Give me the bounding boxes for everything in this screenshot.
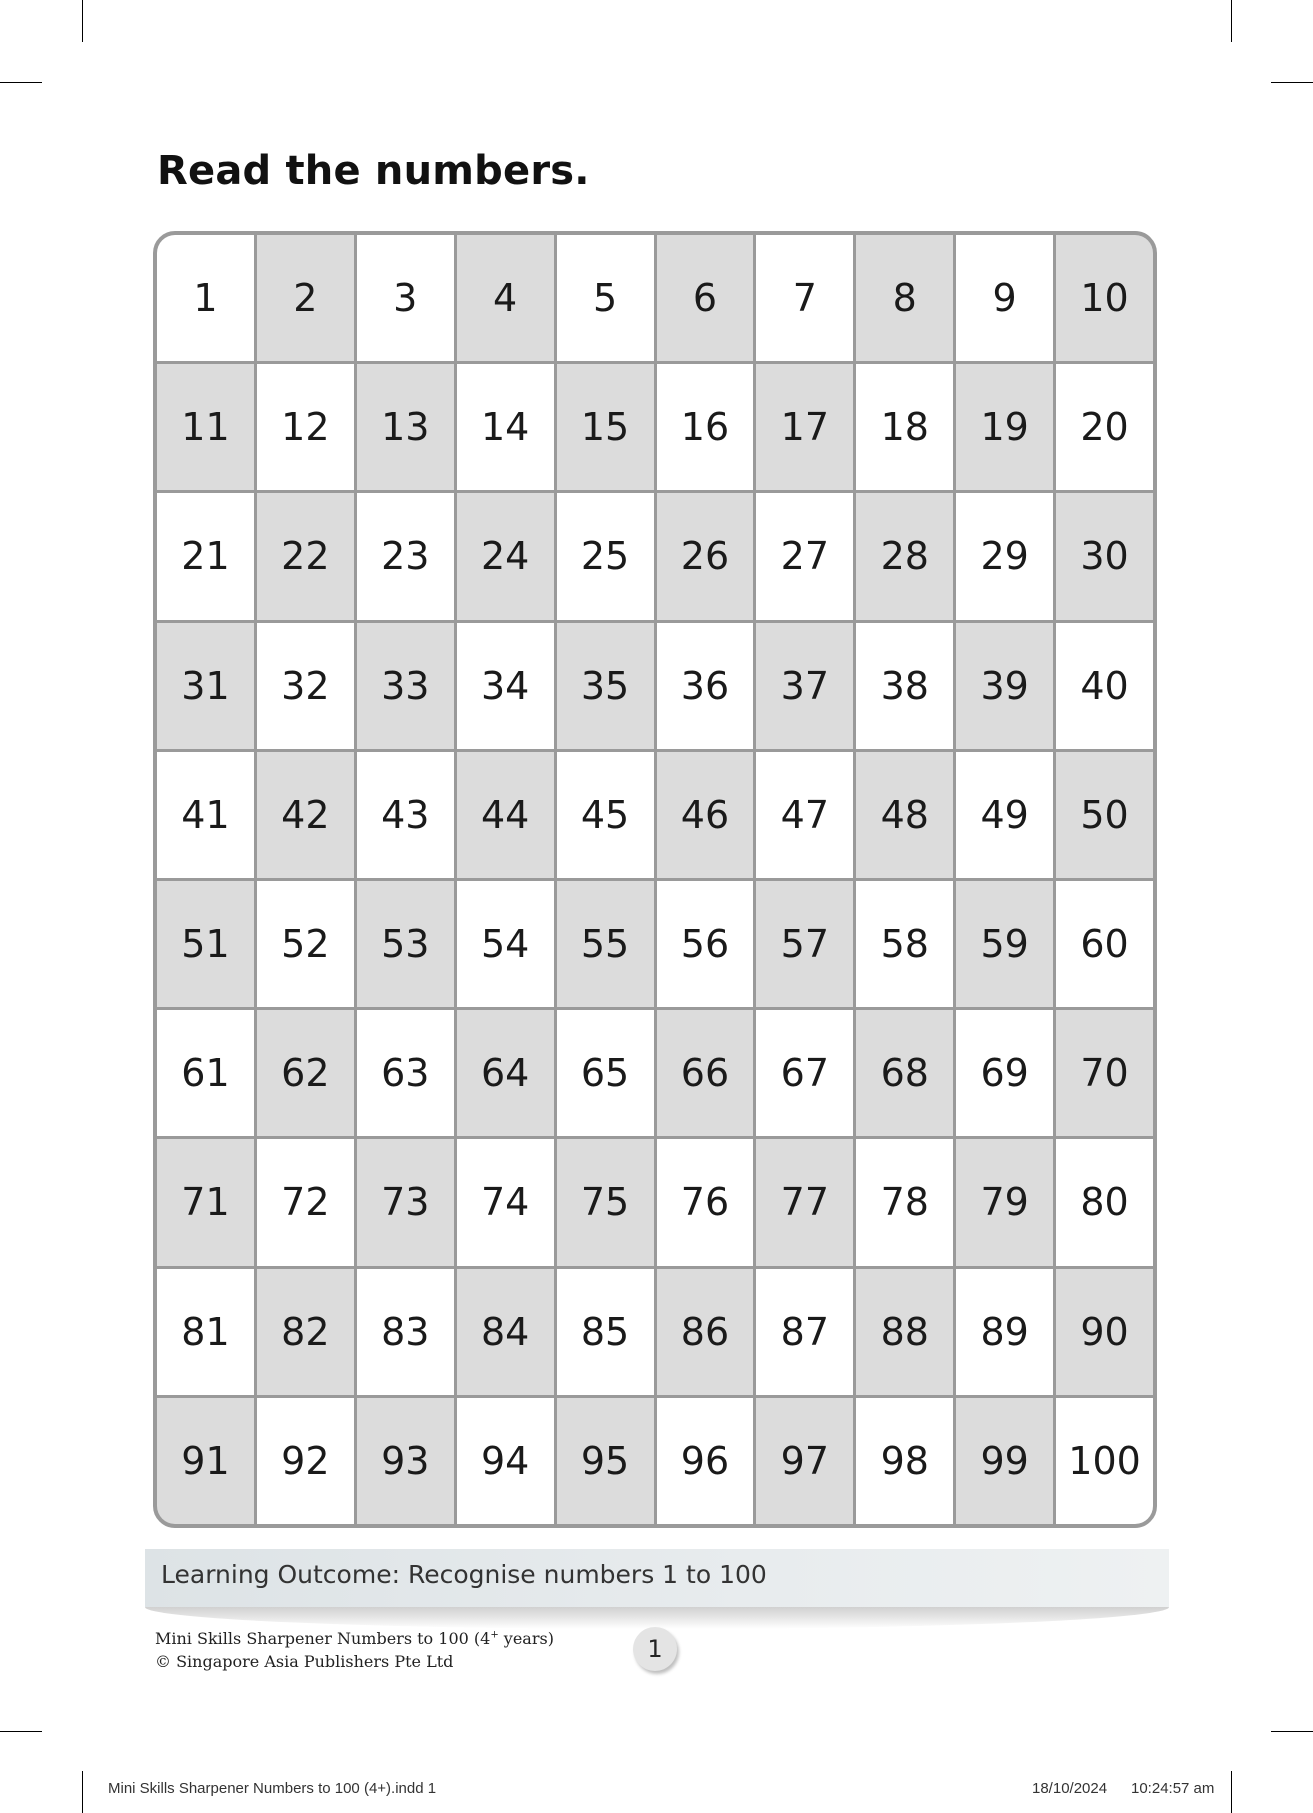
number-cell: 96 [657,1398,754,1524]
number-cell: 55 [557,881,654,1007]
copyright: © Singapore Asia Publishers Pte Ltd [155,1652,454,1671]
crop-mark [82,1771,83,1813]
number-cell: 41 [157,752,254,878]
number-cell: 7 [756,235,853,361]
crop-mark [0,82,42,83]
number-cell: 12 [257,364,354,490]
number-cell: 68 [856,1010,953,1136]
number-cell: 78 [856,1139,953,1265]
number-cell: 15 [557,364,654,490]
number-cell: 23 [357,493,454,619]
page-number: 1 [633,1627,677,1671]
crop-mark [82,0,83,42]
number-cell: 91 [157,1398,254,1524]
number-cell: 31 [157,623,254,749]
number-cell: 6 [657,235,754,361]
number-cell: 46 [657,752,754,878]
number-grid [157,235,1153,1524]
learning-outcome: Learning Outcome: Recognise numbers 1 to 100 [161,1560,767,1589]
number-cell: 70 [1056,1010,1153,1136]
number-cell: 90 [1056,1269,1153,1395]
number-cell: 17 [756,364,853,490]
number-cell: 95 [557,1398,654,1524]
number-cell: 18 [856,364,953,490]
number-cell: 85 [557,1269,654,1395]
number-cell: 64 [457,1010,554,1136]
number-cell: 73 [357,1139,454,1265]
number-cell: 75 [557,1139,654,1265]
number-cell: 52 [257,881,354,1007]
number-cell: 22 [257,493,354,619]
number-cell: 25 [557,493,654,619]
number-cell: 21 [157,493,254,619]
number-cell: 69 [956,1010,1053,1136]
number-cell: 10 [1056,235,1153,361]
number-cell: 92 [257,1398,354,1524]
number-cell: 44 [457,752,554,878]
crop-mark [1271,1731,1313,1732]
number-cell: 86 [657,1269,754,1395]
number-cell: 98 [856,1398,953,1524]
number-cell: 94 [457,1398,554,1524]
number-cell: 49 [956,752,1053,878]
number-cell: 60 [1056,881,1153,1007]
book-title-text: Mini Skills Sharpener Numbers to 100 (4 [155,1629,491,1648]
number-cell: 8 [856,235,953,361]
number-cell: 66 [657,1010,754,1136]
number-cell: 43 [357,752,454,878]
number-cell: 45 [557,752,654,878]
page-title: Read the numbers. [157,148,590,194]
number-cell: 51 [157,881,254,1007]
slug-file: Mini Skills Sharpener Numbers to 100 (4+).indd 1 [108,1780,437,1797]
number-cell: 40 [1056,623,1153,749]
number-cell: 97 [756,1398,853,1524]
number-cell: 24 [457,493,554,619]
number-cell: 19 [956,364,1053,490]
number-cell: 50 [1056,752,1153,878]
number-cell: 37 [756,623,853,749]
number-cell: 77 [756,1139,853,1265]
number-cell: 30 [1056,493,1153,619]
book-title-sup: + [490,1629,499,1641]
book-title-end: years) [498,1629,554,1648]
number-cell: 27 [756,493,853,619]
number-cell: 48 [856,752,953,878]
book-title [155,1629,554,1648]
number-cell: 53 [357,881,454,1007]
number-cell: 76 [657,1139,754,1265]
number-cell: 71 [157,1139,254,1265]
number-cell: 72 [257,1139,354,1265]
number-cell: 33 [357,623,454,749]
number-cell: 74 [457,1139,554,1265]
number-cell: 4 [457,235,554,361]
number-cell: 35 [557,623,654,749]
number-cell: 100 [1056,1398,1153,1524]
number-cell: 47 [756,752,853,878]
number-cell: 38 [856,623,953,749]
crop-mark [0,1731,42,1732]
number-cell: 29 [956,493,1053,619]
number-cell: 14 [457,364,554,490]
number-cell: 79 [956,1139,1053,1265]
number-cell: 93 [357,1398,454,1524]
crop-mark [1231,1771,1232,1813]
number-cell: 57 [756,881,853,1007]
number-cell: 39 [956,623,1053,749]
number-cell: 84 [457,1269,554,1395]
number-cell: 81 [157,1269,254,1395]
number-cell: 80 [1056,1139,1153,1265]
number-cell: 1 [157,235,254,361]
number-cell: 59 [956,881,1053,1007]
number-cell: 62 [257,1010,354,1136]
number-cell: 56 [657,881,754,1007]
number-cell: 2 [257,235,354,361]
crop-mark [1271,82,1313,83]
number-cell: 87 [756,1269,853,1395]
number-cell: 16 [657,364,754,490]
number-cell: 32 [257,623,354,749]
number-cell: 99 [956,1398,1053,1524]
number-cell: 42 [257,752,354,878]
hundred-chart [153,231,1157,1528]
number-cell: 67 [756,1010,853,1136]
number-cell: 5 [557,235,654,361]
number-cell: 82 [257,1269,354,1395]
number-cell: 88 [856,1269,953,1395]
number-cell: 11 [157,364,254,490]
number-cell: 3 [357,235,454,361]
number-cell: 20 [1056,364,1153,490]
crop-mark [1231,0,1232,42]
number-cell: 65 [557,1010,654,1136]
learning-outcome-shadow [145,1607,1169,1629]
number-cell: 58 [856,881,953,1007]
number-cell: 83 [357,1269,454,1395]
number-cell: 54 [457,881,554,1007]
number-cell: 36 [657,623,754,749]
slug-date: 18/10/2024 [1032,1780,1108,1797]
number-cell: 9 [956,235,1053,361]
number-cell: 61 [157,1010,254,1136]
number-cell: 28 [856,493,953,619]
number-cell: 63 [357,1010,454,1136]
number-cell: 26 [657,493,754,619]
number-cell: 34 [457,623,554,749]
number-cell: 13 [357,364,454,490]
slug-time: 10:24:57 am [1131,1780,1215,1797]
number-cell: 89 [956,1269,1053,1395]
